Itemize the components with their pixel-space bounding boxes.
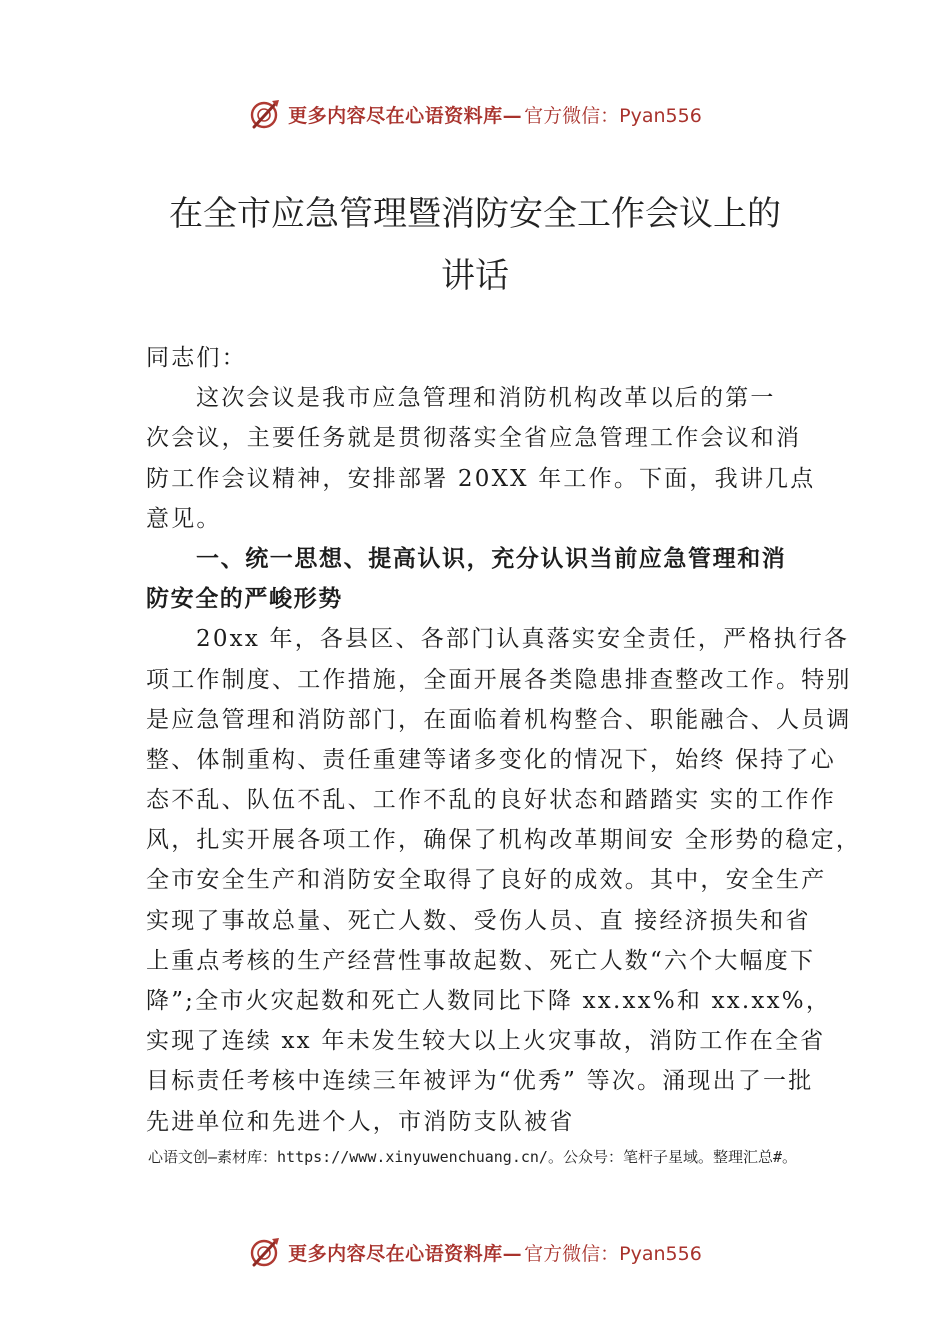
paragraph-line: 上重点考核的生产经营性事故起数、死亡人数“六个大幅度下 — [146, 947, 816, 974]
document-title-line-2: 讲话 — [441, 256, 509, 296]
banner-wechat: 官方微信：Pyan556 — [524, 104, 702, 127]
paragraph-line: 是应急管理和消防部门，在面临着机构整合、职能融合、人员调 — [146, 706, 852, 733]
paragraph-line: 全市安全生产和消防安全取得了良好的成效。其中，安全生产 — [146, 867, 827, 894]
banner-slogan: 更多内容尽在心语资料库— — [288, 1242, 523, 1265]
document-body — [146, 338, 862, 1142]
paragraph-line: 意见。 — [146, 505, 222, 532]
bottom-banner — [0, 1232, 950, 1272]
brush-logo-icon — [248, 97, 282, 131]
banner-slogan: 更多内容尽在心语资料库— — [288, 104, 523, 127]
paragraph-line: 项工作制度、工作措施，全面开展各类隐患排查整改工作。特别 — [146, 666, 852, 693]
paragraph-line: 实现了连续 xx 年未发生较大以上火灾事故，消防工作在全省 — [146, 1028, 826, 1055]
paragraph-line: 防工作会议精神，安排部署 20XX 年工作。下面，我讲几点 — [146, 465, 816, 492]
paragraph-line: 先进单位和先进个人，市消防支队被省 — [146, 1108, 575, 1135]
brush-logo-icon — [248, 1235, 282, 1269]
paragraph-line: 实现了事故总量、死亡人数、受伤人员、直 接经济损失和省 — [146, 907, 811, 934]
source-footnote: 心语文创—素材库：https://www.xinyuwenchuang.cn/。公众号：笔杆子星域。整理汇总#。 — [148, 1148, 797, 1166]
paragraph-line: 20xx 年，各县区、各部门认真落实安全责任，严格执行各 — [196, 626, 850, 653]
paragraph-line: 风，扎实开展各项工作，确保了机构改革期间安 全形势的稳定， — [146, 827, 862, 854]
section-heading: 一、统一思想、提高认识，充分认识当前应急管理和消 — [196, 545, 787, 572]
paragraph-line: 态不乱、队伍不乱、工作不乱的良好状态和踏踏实 实的工作作 — [146, 787, 836, 814]
paragraph-line: 这次会议是我市应急管理和消防机构改革以后的第一 — [196, 385, 776, 412]
document-title-line-1: 在全市应急管理暨消防安全工作会议上的 — [169, 194, 781, 234]
top-banner — [0, 94, 950, 134]
paragraph-line: 目标责任考核中连续三年被评为“优秀” 等次。涌现出了一批 — [146, 1068, 814, 1095]
banner-wechat: 官方微信：Pyan556 — [524, 1242, 702, 1265]
salutation: 同志们： — [146, 345, 247, 371]
section-heading: 防安全的严峻形势 — [146, 586, 343, 613]
paragraph-line: 降”;全市火灾起数和死亡人数同比下降 xx.xx%和 xx.xx%， — [146, 988, 832, 1014]
paragraph-line: 整、体制重构、责任重建等诸多变化的情况下，始终 保持了心 — [146, 746, 836, 773]
paragraph-line: 次会议，主要任务就是贯彻落实全省应急管理工作会议和消 — [146, 425, 802, 452]
